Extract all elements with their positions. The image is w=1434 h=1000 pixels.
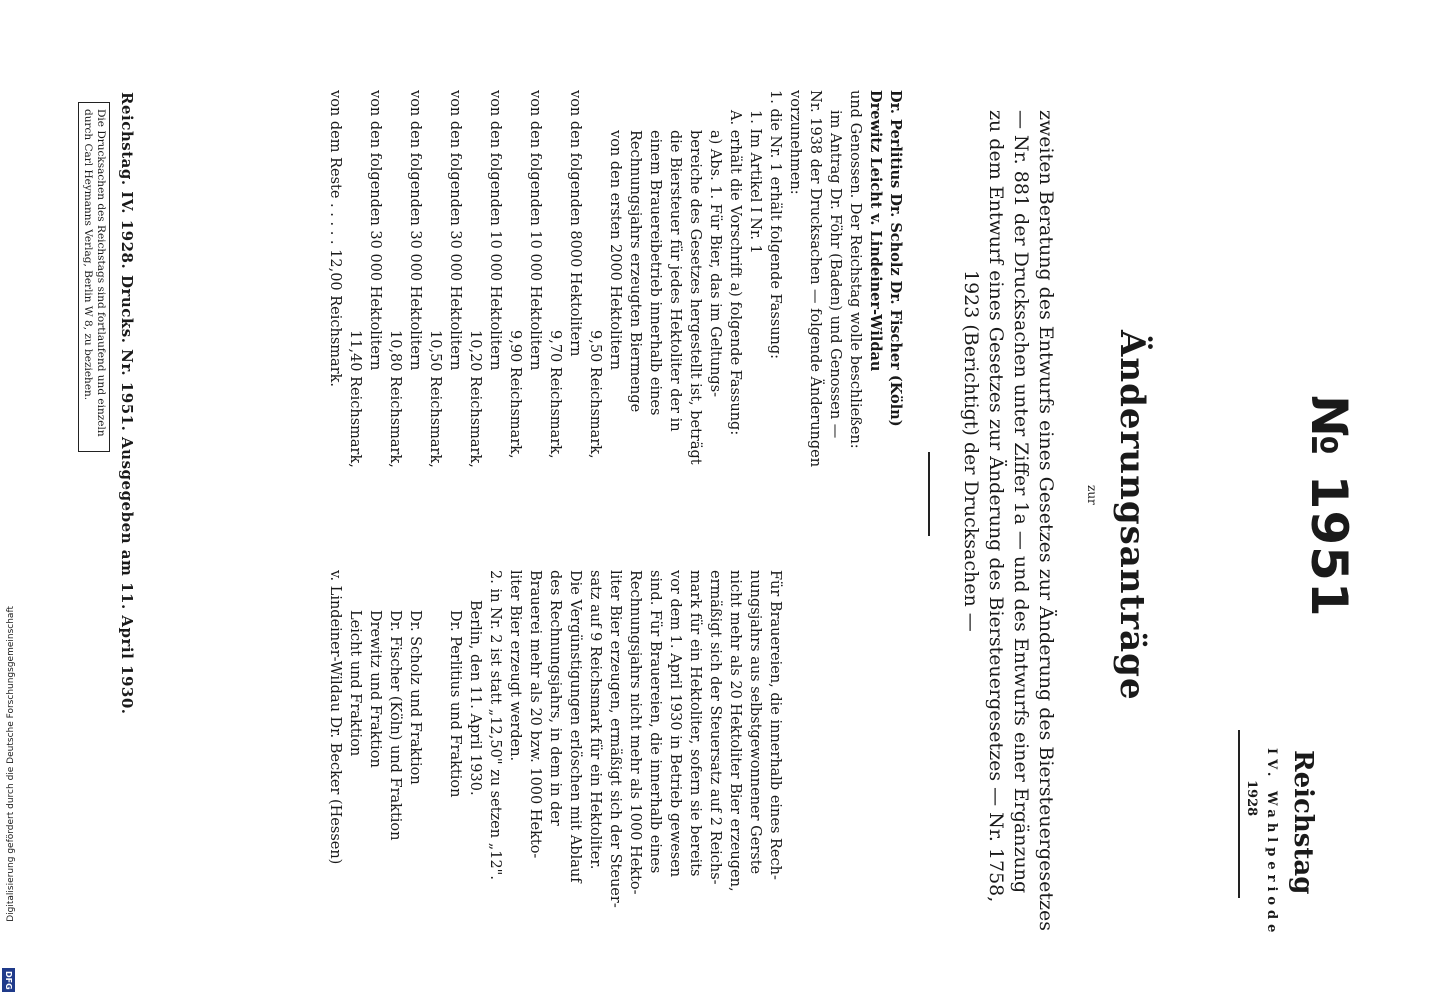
text-line: A. erhält die Vorschrift a) folgende Fassung:	[727, 110, 743, 436]
rate-value: 11,40 Reichsmark,	[347, 330, 363, 468]
wahlperiode-label: IV. Wahlperiode	[1264, 748, 1279, 938]
publisher-notice	[81, 109, 107, 437]
notice-line: Die Drucksachen des Reichstags sind fortlaufend und einzeln	[95, 109, 107, 437]
text-line: und Genossen. Der Reichstag wolle beschließen:	[847, 90, 863, 449]
text-line: Die Vergünstigungen erlöschen mit Ablauf	[567, 570, 583, 883]
rate-tier: von den folgenden 30 000 Hektolitern	[407, 90, 423, 371]
text-line: bereiche des Gesetzes hergestellt ist, beträgt	[687, 130, 703, 465]
date-line: Berlin, den 11. April 1930.	[467, 600, 483, 796]
signature-line: v. Lindeiner-Wildau Dr. Becker (Hessen)	[327, 570, 343, 865]
rate-tier: von dem Reste . . . . . 12,00 Reichsmark.	[327, 90, 343, 388]
notice-line: durch Carl Heymanns Verlag, Berlin W 8, zu beziehen.	[82, 109, 94, 401]
text-line: Nr. 1938 der Drucksachen — folgende Änderungen	[807, 90, 823, 468]
title-connector: zur	[1085, 485, 1099, 505]
text-line: vor dem 1. April 1930 in Betrieb gewesen	[667, 570, 683, 878]
rate-tier: von den ersten 2000 Hektolitern	[607, 130, 623, 371]
text-line: vorzunehmen:	[787, 90, 803, 195]
rate-value: 9,70 Reichsmark,	[547, 330, 563, 459]
text-line: Rechnungsjahrs nicht mehr als 1000 Hekto-	[627, 570, 643, 895]
signature-line: Leicht und Fraktion	[347, 610, 363, 757]
rate-value: 9,50 Reichsmark,	[587, 330, 603, 459]
signature-line: Dr. Fischer (Köln) und Fraktion	[387, 610, 403, 841]
text-line: mark für ein Hektoliter, sofern sie bereits	[687, 570, 703, 877]
signature-line: Dr. Scholz und Fraktion	[407, 610, 423, 785]
text-line: 1. die Nr. 1 erhält folgende Fassung:	[767, 90, 783, 360]
document-number: № 1951	[1300, 395, 1358, 618]
text-line: im Antrag Dr. Föhr (Baden) und Genossen —	[827, 110, 843, 439]
text-line: Rechnungsjahrs erzeugten Biermenge	[627, 130, 643, 413]
text-line: die Biersteuer für jedes Hektoliter der in	[667, 130, 683, 432]
rate-tier: von den folgenden 8000 Hektolitern	[567, 90, 583, 357]
intro-line: — Nr. 881 der Drucksachen unter Ziffer 1a — und des Entwurfs einer Ergänzung	[1010, 110, 1032, 894]
rate-value: 10,20 Reichsmark,	[467, 330, 483, 468]
text-line: liter Bier erzeugen, ermäßigt sich der Steuer-	[607, 570, 623, 908]
text-line: satz auf 9 Reichsmark für ein Hektoliter.	[587, 570, 603, 870]
intro-text	[958, 110, 1058, 931]
signature-line: Dr. Perlitius und Fraktion	[447, 610, 463, 798]
rate-value: 10,50 Reichsmark,	[427, 330, 443, 468]
rate-value: 9,90 Reichsmark,	[507, 330, 523, 459]
publisher-notice-box	[78, 102, 110, 452]
rate-value: 10,80 Reichsmark,	[387, 330, 403, 468]
left-column	[325, 90, 905, 468]
text-line: Für Brauereien, die innerhalb eines Rech-	[767, 570, 783, 880]
intro-line: 1923 (Berichtigt) der Drucksachen —	[960, 270, 982, 632]
wahlperiode-year: 1928	[1244, 780, 1259, 817]
text-line: einem Brauereibetrieb innerhalb eines	[647, 130, 663, 416]
document-title: Änderungsanträge	[1112, 330, 1152, 701]
header-rule	[1238, 730, 1240, 898]
intro-line: zweiten Beratung des Entwurfs eines Gesetzes zur Änderung des Biersteuergesetzes	[1035, 110, 1057, 931]
text-line: nicht mehr als 20 Hektoliter Bier erzeugen,	[727, 570, 743, 892]
footer-line: Reichstag. IV. 1928. Drucks. Nr. 1951. Ausgegeben am 11. April 1930.	[118, 92, 136, 715]
signatories-line: Dr. Perlitius Dr. Scholz Dr. Fischer (Köln)	[887, 90, 904, 427]
dfg-logo: DFG	[2, 968, 15, 992]
right-column	[325, 570, 785, 908]
text-line: liter Bier erzeugt werden.	[507, 570, 523, 762]
signature-line: Drewitz und Fraktion	[367, 610, 383, 768]
rate-tier: von den folgenden 10 000 Hektolitern	[527, 90, 543, 371]
text-line: sind. Für Brauereien, die innerhalb eines	[647, 570, 663, 874]
text-line: nungsjahrs aus selbstgewonnener Gerste	[747, 570, 763, 875]
digitization-credit: Digitalisierung gefördert durch die Deutsche Forschungsgemeinschaft	[6, 606, 16, 922]
rate-tier: von den folgenden 10 000 Hektolitern	[487, 90, 503, 371]
section-divider	[928, 452, 930, 536]
text-line: a) Abs. 1. Für Bier, das im Geltungs-	[707, 130, 723, 398]
intro-line: zu dem Entwurf eines Gesetzes zur Änderung des Biersteuergesetzes — Nr. 1758,	[985, 110, 1007, 903]
signatories-line: Drewitz Leicht v. Lindeiner-Wildau	[867, 90, 884, 372]
text-line: Brauerei mehr als 20 bzw. 1000 Hekto-	[527, 570, 543, 859]
text-line: 2. in Nr. 2 ist statt „12,50" zu setzen „12".	[487, 570, 503, 880]
reichstag-heading: Reichstag	[1288, 750, 1318, 895]
text-line: des Rechnungsjahrs, in dem in der	[547, 570, 563, 826]
text-line: ermäßigt sich der Steuersatz auf 2 Reichs-	[707, 570, 723, 885]
text-line: 1. Im Artikel I Nr. 1	[747, 110, 763, 254]
rate-tier: von den folgenden 30 000 Hektolitern	[447, 90, 463, 371]
rate-tier: von den folgenden 30 000 Hektolitern	[367, 90, 383, 371]
